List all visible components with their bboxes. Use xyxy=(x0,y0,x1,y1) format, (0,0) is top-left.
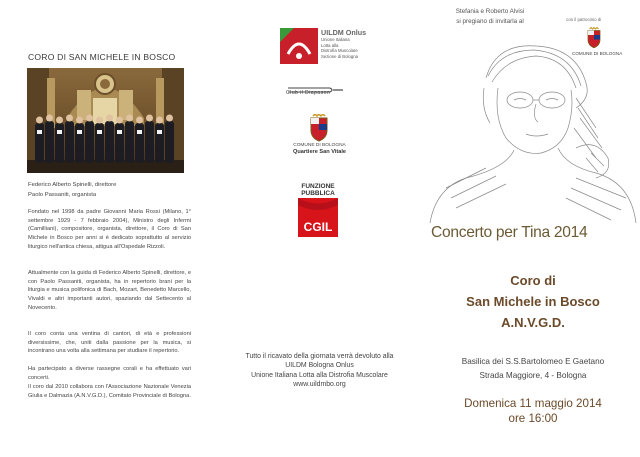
director-credit: Federico Alberto Spinelli, direttore xyxy=(28,182,117,188)
coro-line: San Michele in Bosco xyxy=(466,294,600,309)
invitation-text xyxy=(426,7,554,26)
left-panel xyxy=(0,0,213,457)
comune-small-caption: COMUNE DI BOLOGNA xyxy=(572,51,623,56)
comune-caption xyxy=(213,143,426,155)
portrait-sketch xyxy=(426,38,640,228)
website-link[interactable]: www.uildmbo.org xyxy=(293,381,346,389)
right-panel xyxy=(426,0,640,457)
choir-name-block xyxy=(426,270,640,333)
repertoire-paragraph: Attualmente con la guida di Federico Alberto Spinelli, direttore, e con Paolo Passaniti, organista, ha in repertorio brani per la liturgia e musica polifonica di Bach, Mozart, Benedetto Marcello, Vivaldi e altri importanti autori, spaziando dal Settecento al Novecento. xyxy=(28,270,191,311)
uildm-line: Lotta alla xyxy=(321,42,339,48)
event-date xyxy=(426,396,640,426)
venue-address xyxy=(426,355,640,383)
event-day: Domenica 11 maggio 2014 xyxy=(464,397,602,410)
tuning-fork-icon xyxy=(286,81,344,89)
coro-line: Coro di xyxy=(510,273,556,288)
invite-line: Stefania e Roberto Alvisi xyxy=(455,8,525,15)
event-time: ore 16:00 xyxy=(508,412,558,425)
invite-line: si pregiano di invitarla al xyxy=(456,17,524,25)
organist-credit: Paolo Passaniti, organista xyxy=(28,191,97,198)
uildm-text xyxy=(321,29,366,59)
quartiere-name: Quartiere San Vitale xyxy=(292,149,347,155)
choir-photo xyxy=(27,68,184,173)
uildm-line: Unione Italiana xyxy=(321,37,350,42)
cgil-top-text: FUNZIONE xyxy=(301,183,335,190)
donation-line: Unione Italiana Lotta alla Distrofia Muscolare xyxy=(251,371,388,379)
cgil-logo xyxy=(295,181,341,237)
uildm-logo xyxy=(280,28,318,64)
donation-notice xyxy=(213,352,426,390)
venue-street: Strada Maggiore, 4 - Bologna xyxy=(479,371,587,380)
diapason-text: Club il Diapason xyxy=(286,90,331,96)
choir-title: CORO DI SAN MICHELE IN BOSCO xyxy=(28,52,176,62)
donation-line: Tutto il ricavato della giornata verrà devoluto alla xyxy=(245,353,394,360)
comune-name: COMUNE DI BOLOGNA xyxy=(293,143,346,148)
uildm-line: Distrofia Muscolare xyxy=(321,48,358,53)
collaboration-paragraph: Il coro dal 2010 collabora con l'Associazione Nazionale Venezia Giulia e Dalmazia (A.N.V.G.D.), Comitato Provinciale di Bologna. xyxy=(28,384,191,399)
cgil-text: CGIL xyxy=(303,220,333,234)
donation-line: UILDM Bologna Onlus xyxy=(285,362,354,370)
uildm-name: UILDM Onlus xyxy=(321,28,367,37)
coro-line: A.N.V.G.D. xyxy=(501,315,565,330)
members-paragraph: Il coro conta una ventina di cantori, di età e professioni diversissime, che, uniti dalla passione per la musica, si incontrano una volta alla settimana per studiare il repertorio. xyxy=(28,331,191,355)
concert-title: Concerto per Tina 2014 xyxy=(431,224,588,241)
cgil-middle-text: PUBBLICA xyxy=(301,190,335,197)
middle-panel xyxy=(213,0,426,457)
venue-name: Basilica dei S.S.Bartolomeo E Gaetano xyxy=(461,357,605,366)
patronage-label: con il patrocinio di xyxy=(566,17,602,22)
uildm-line: Sezione di Bologna xyxy=(321,53,359,59)
choir-credits xyxy=(28,181,116,200)
history-paragraph: Fondato nel 1998 da padre Giovanni Maria Rossi (Milano, 1° settembre 1929 - 7 febbraio 2004), Ministro degli Infermi (Camilliani), compositore, organista, direttore, il Coro di San Michele in Bosco per anni si è dedicato soprattutto al servizio liturgico nell'antica chiesa, attigua all'Ospedale Rizzoli. xyxy=(28,209,191,250)
concerts-paragraph: Ha partecipato a diverse rassegne corali e ha effettuato vari concerti. xyxy=(28,366,191,381)
